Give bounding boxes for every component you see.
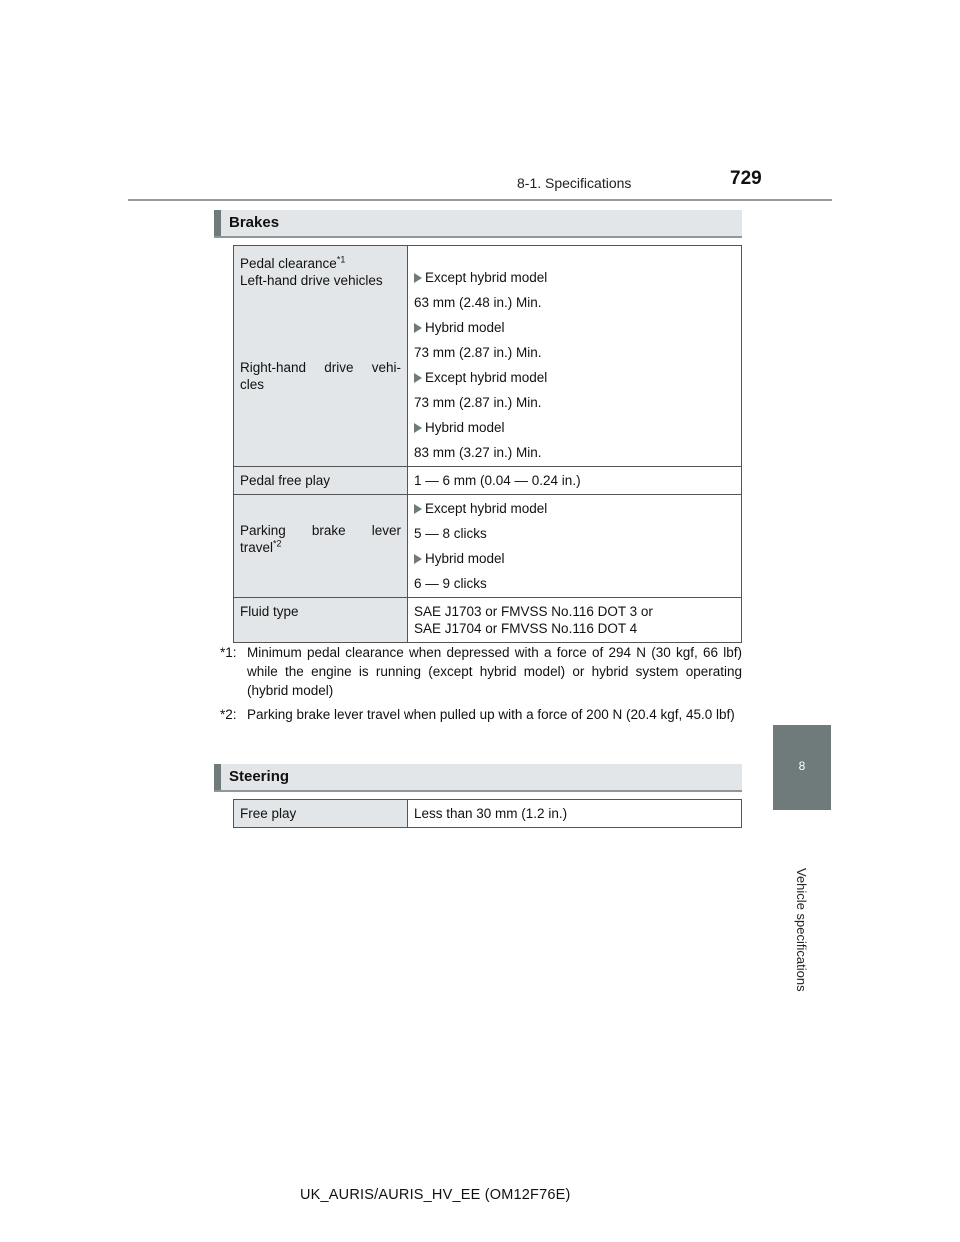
chapter-tab xyxy=(773,725,831,810)
table-row xyxy=(234,598,742,643)
steering-table xyxy=(233,799,742,828)
page-number: 729 xyxy=(730,168,762,189)
list-item: Hybrid model xyxy=(414,419,735,436)
heading-accent-bar xyxy=(214,764,221,790)
value-text: 83 mm (3.27 in.) Min. xyxy=(414,445,542,460)
list-item: Hybrid model xyxy=(414,319,735,336)
footnote-marker: *2: xyxy=(220,707,237,722)
pedal-clearance-label xyxy=(234,246,408,467)
chapter-side-label: Vehicle specifications xyxy=(794,868,809,992)
steering-title: Steering xyxy=(229,768,290,785)
footnote-ref: *2 xyxy=(273,538,282,549)
header-divider xyxy=(128,199,832,201)
footnote-2 xyxy=(220,705,742,724)
pedal-clearance-values xyxy=(408,246,742,467)
triangle-bullet-icon xyxy=(414,373,422,383)
fluid-type-value: SAE J1703 or FMVSS No.116 DOT 3 or SAE J1704 or FMVSS No.116 DOT 4 xyxy=(408,598,742,643)
parking-brake-label-line2: travel$^{*2}$ xyxy=(240,538,282,555)
brakes-heading xyxy=(214,210,742,238)
footnote-text: Parking brake lever travel when pulled up with a force of 200 N (20.4 kgf, 45.0 lbf) xyxy=(247,707,735,722)
triangle-bullet-icon xyxy=(414,323,422,333)
value-text: 6 — 9 clicks xyxy=(414,576,487,591)
free-play-value: Less than 30 mm (1.2 in.) xyxy=(408,800,742,828)
footnote-marker: *1: xyxy=(220,645,237,660)
table-row xyxy=(234,467,742,495)
rhd-label-line1: Right-hand drive vehi- xyxy=(240,360,401,375)
parking-brake-label xyxy=(234,495,408,598)
table-row xyxy=(234,246,742,467)
triangle-bullet-icon xyxy=(414,504,422,514)
brakes-title: Brakes xyxy=(229,214,280,231)
parking-brake-label-line1: Parking brake lever xyxy=(240,523,401,538)
footnote-ref: *1 xyxy=(336,254,346,265)
value-text: 73 mm (2.87 in.) Min. xyxy=(414,395,542,410)
triangle-bullet-icon xyxy=(414,554,422,564)
brakes-table xyxy=(233,245,742,643)
section-title: 8-1. Specifications xyxy=(517,175,632,191)
footnote-text: Minimum pedal clearance when depressed with a force of 294 N (30 kgf, 66 lbf) while the engine is running (except hybrid model) or hybrid system operating (hybrid model) xyxy=(247,645,742,698)
chapter-number: 8 xyxy=(798,759,806,773)
table-row xyxy=(234,800,742,828)
triangle-bullet-icon xyxy=(414,423,422,433)
footnote-1 xyxy=(220,643,742,700)
steering-heading xyxy=(214,764,742,792)
value-text: 5 — 8 clicks xyxy=(414,526,487,541)
rhd-label-line2: cles xyxy=(240,377,265,392)
value-text: 63 mm (2.48 in.) Min. xyxy=(414,295,542,310)
document-id: UK_AURIS/AURIS_HV_EE (OM12F76E) xyxy=(300,1187,571,1203)
list-item: Except hybrid model xyxy=(414,369,735,386)
triangle-bullet-icon xyxy=(414,273,422,283)
pedal-free-play-label: Pedal free play xyxy=(234,467,408,495)
value-text: 73 mm (2.87 in.) Min. xyxy=(414,345,542,360)
fluid-type-label: Fluid type xyxy=(234,598,408,643)
pedal-clearance-title: Pedal clearance xyxy=(240,256,337,271)
free-play-label: Free play xyxy=(234,800,408,828)
parking-brake-values xyxy=(408,495,742,598)
pedal-free-play-value: 1 — 6 mm (0.04 — 0.24 in.) xyxy=(408,467,742,495)
list-item: Hybrid model xyxy=(414,550,735,567)
list-item: Except hybrid model xyxy=(414,500,735,517)
lhd-label: Left-hand drive vehicles xyxy=(240,273,383,288)
table-row xyxy=(234,495,742,598)
heading-accent-bar xyxy=(214,210,221,236)
list-item: Except hybrid model xyxy=(414,269,735,286)
